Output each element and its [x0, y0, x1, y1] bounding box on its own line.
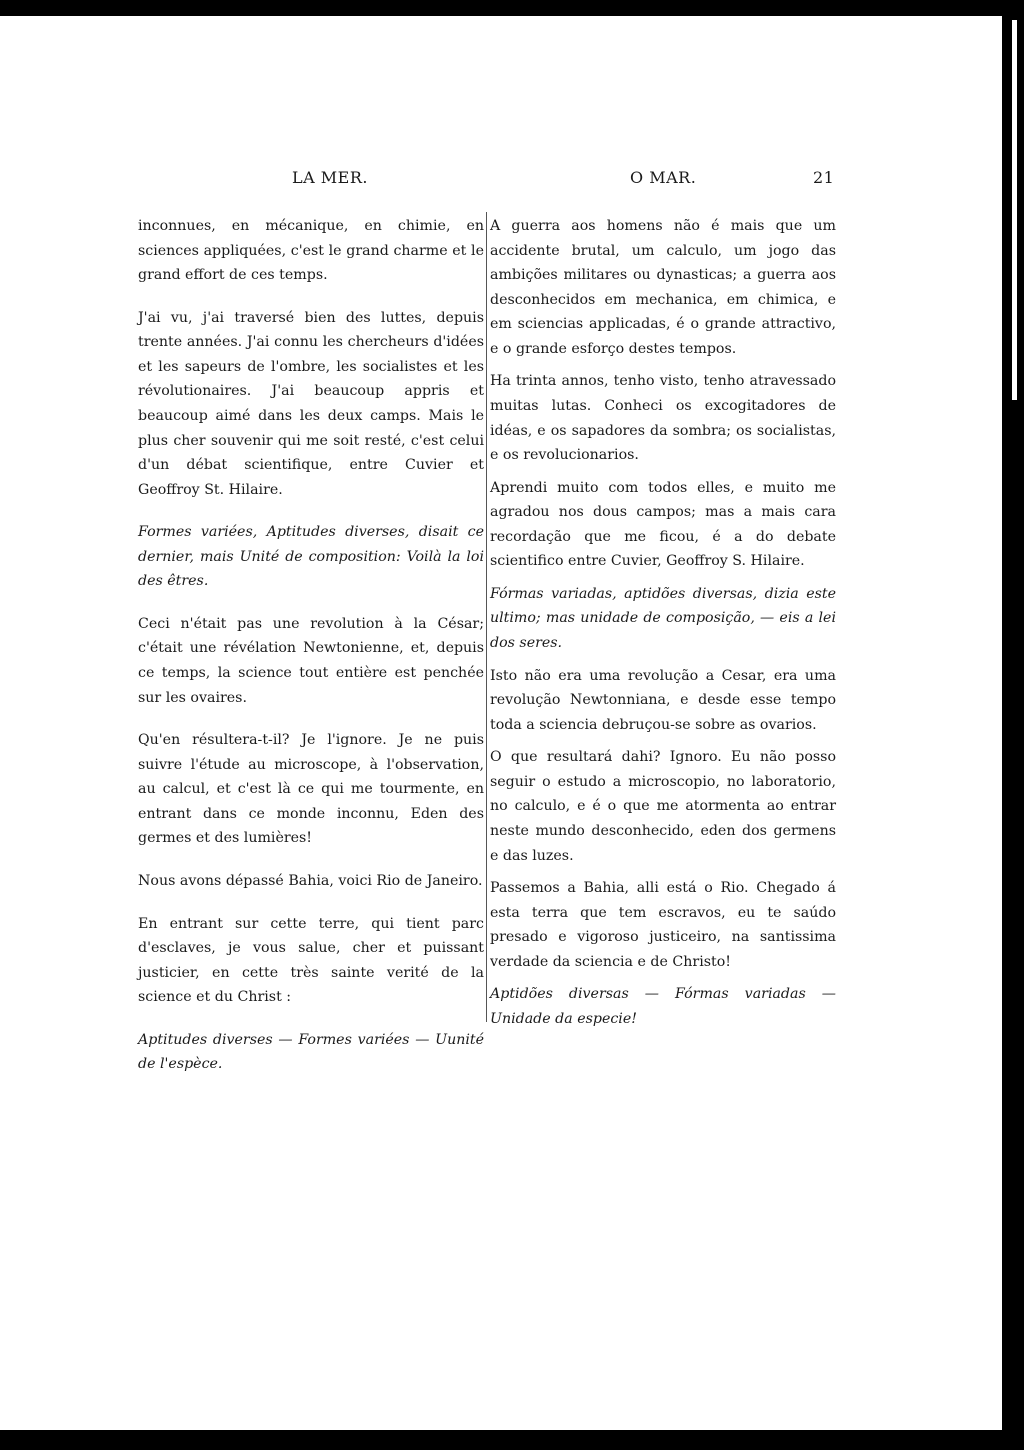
scan-border-top — [0, 0, 1024, 16]
column-divider — [486, 212, 487, 1022]
portuguese-paragraph-7: Passemos a Bahia, alli está o Rio. Chegado á esta terra que tem escravos, eu te saúdo presado e vigoroso justiceiro, na santissima verdade da sciencia e de Christo! — [490, 880, 836, 970]
french-paragraph-3: Formes variées, Aptitudes diverses, disait ce dernier, mais Unité de composition: Voilà la loi des êtres. — [138, 524, 484, 590]
portuguese-column — [490, 214, 836, 1049]
page-number: 21 — [813, 168, 835, 187]
french-paragraph-8: Aptitudes diverses — Formes variées — Uunité de l'espèce. — [138, 1031, 484, 1073]
header-right-title: O MAR. — [630, 168, 697, 187]
french-paragraph-2: J'ai vu, j'ai traversé bien des luttes, depuis trente années. J'ai connu les chercheurs d'idées et les sapeurs de l'ombre, les socialistes et les révolutionaires. J'ai beaucoup appris et beaucoup aimé dans les deux camps. Mais le plus cher souvenir qui me soit resté, c'est celui d'un débat scientifique, entre Cuvier et Geoffroy St. Hilaire. — [138, 309, 484, 498]
french-paragraph-4: Ceci n'était pas une revolution à la César; c'était une révélation Newtonienne, et, depuis ce temps, la science tout entière est penchée sur les ovaires. — [138, 615, 484, 706]
french-column — [138, 214, 484, 1095]
scan-border-bottom — [0, 1430, 1024, 1450]
portuguese-paragraph-6: O que resultará dahi? Ignoro. Eu não posso seguir o estudo a microscopio, no laboratorio, no calculo, e é o que me atormenta ao entrar neste mundo desconhecido, eden dos germens e das luzes. — [490, 749, 836, 864]
portuguese-paragraph-2: Ha trinta annos, tenho visto, tenho atravessado muitas lutas. Conheci os excogitadores de idéas, e os sapadores da sombra; os socialistas, e os revolucionarios. — [490, 373, 836, 464]
portuguese-paragraph-8: Aptidões diversas — Fórmas variadas — Unidade da especie! — [490, 986, 836, 1027]
portuguese-paragraph-3: Aprendi muito com todos elles, e muito me agradou nos dous campos; mas a mais cara recordação que me ficou, é a do debate scientifico entre Cuvier, Geoffroy S. Hilaire. — [490, 479, 836, 570]
french-paragraph-5: Qu'en résultera-t-il? Je l'ignore. Je ne puis suivre l'étude au microscope, à l'observation, au calcul, et c'est là ce qui me tourmente, en entrant dans ce monde inconnu, Eden des germes et des lumières! — [138, 732, 484, 847]
portuguese-paragraph-1: A guerra aos homens não é mais que um accidente brutal, um calculo, um jogo das ambições militares ou dynasticas; a guerra aos desconhecidos em mechanica, em chimica, e em sciencias applicadas, é o grande attractivo, e o grande esforço destes tempos. — [490, 218, 836, 357]
french-paragraph-7: En entrant sur cette terre, qui tient parc d'esclaves, je vous salue, cher et puissant justicier, en cette très sainte verité de la science et du Christ : — [138, 915, 484, 1006]
portuguese-paragraph-5: Isto não era uma revolução a Cesar, era uma revolução Newtonniana, e desde esse tempo toda a sciencia debruçou-se sobre as ovarios. — [490, 667, 836, 733]
french-paragraph-1: inconnues, en mécanique, en chimie, en sciences appliquées, c'est le grand charme et le grand effort de ces temps. — [138, 218, 484, 284]
header-left-title: LA MER. — [292, 168, 368, 187]
portuguese-paragraph-4: Fórmas variadas, aptidões diversas, dizia este ultimo; mas unidade de composição, — eis a lei dos seres. — [490, 585, 836, 651]
scan-border-right-gap — [1012, 20, 1017, 400]
french-paragraph-6: Nous avons dépassé Bahia, voici Rio de Janeiro. — [138, 872, 483, 889]
